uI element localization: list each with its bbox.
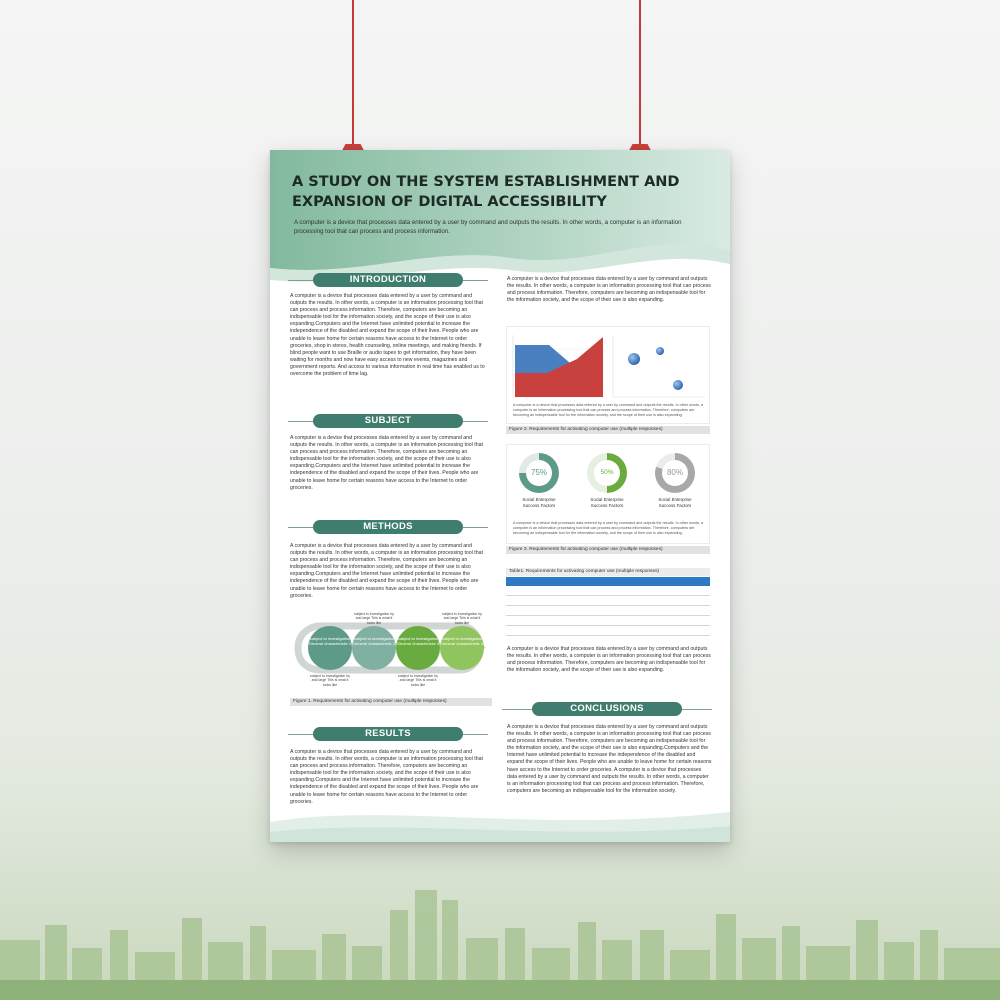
cycle-note: subject to investigation by and large This is what it looks like [441, 612, 483, 625]
methods-text: A computer is a device that processes data entered by a user by command and outputs the results. In other words, a computer is an information processing tool that can process and process information. Therefore, computers are becoming an indispensable tool for the information society, and the scope of their use is also expanding.Computers and the Internet have unlimited potential to increase the independence of the disabled and expand the scope of their lives. People who are unable to leave home for certain reasons have access to the Internet to order groceries. [290, 543, 483, 599]
introduction-text: A computer is a device that processes data entered by a user by command and outputs the results. In other words, a computer is an information processing tool that can process and process information. Therefore, computers are becoming an indispensable tool for the information society, and the scope of their use is also expanding.Computers and the Internet have unlimited potential to increase the independence of the disabled and expand the scope of their lives. People who are unable to leave home for certain reasons have access to the Internet to order groceries, shop in stores, health counseling, online meetings, and making friends. If blind people want to use Braille or audio tapes to get information, they have been waiting for months and now have easy access to new events, magazines and government reports. And access to various information in real time has enabled us to overcome the problem of time lag. [290, 293, 485, 378]
city-skyline [0, 830, 1000, 1000]
cycle-node-4: subject to investigation General characteristic 4 [440, 626, 484, 670]
table1-row-line [506, 605, 710, 606]
bubble-point [656, 347, 664, 355]
table1-row-line [506, 595, 710, 596]
poster [270, 150, 730, 842]
results-text: A computer is a device that processes data entered by a user by command and outputs the results. In other words, a computer is an information processing tool that can process and process information. Therefore, computers are becoming an indispensable tool for the information society, and the scope of their use is also expanding.Computers and the Internet have unlimited potential to increase the independence of the disabled and expand the scope of their lives. People who are unable to leave home for certain reasons have access to the Internet to order groceries. [290, 749, 483, 805]
pie-1-label [509, 497, 569, 509]
table1-caption: Table1. Requirements for activating computer use (multiple responses) [506, 568, 710, 576]
table1 [506, 577, 710, 637]
figure1-caption: Figure 1. Requirements for activating computer use (multiple responses) [290, 698, 492, 706]
pie-label-line: Success Factors [590, 503, 624, 508]
hanging-string-left [352, 0, 354, 148]
table1-row-line [506, 615, 710, 616]
pie-label-line: Social Enterprise [522, 497, 556, 502]
heading-results: RESULTS [313, 727, 463, 741]
poster-subtitle: A computer is a device that processes data entered by a user by command and outputs the results. In other words, a computer is an information processing tool that can process and process information. [294, 219, 682, 235]
cycle-node-2: subject to investigation General characteristic 2 [352, 626, 396, 670]
figure2-caption: Figure 2. Requirements for activating computer use (multiple responses) [506, 426, 710, 434]
cycle-node-1: subject to investigation General characteristic 1 [308, 626, 352, 670]
pie-1-value: 75% [526, 460, 552, 486]
figure2-box [506, 326, 710, 424]
figure2-charts [507, 329, 711, 401]
subject-text: A computer is a device that processes data entered by a user by command and outputs the results. In other words, a computer is an information processing tool that can process and process information. Therefore, computers are becoming an indispensable tool for the information society, and the scope of their use is also expanding.Computers and the Internet have unlimited potential to increase the independence of the disabled and expand the scope of their lives. People who are unable to leave home for certain reasons have access to the Internet to order groceries. [290, 435, 483, 491]
poster-title: A STUDY ON THE SYSTEM ESTABLISHMENT AND EXPANSION OF DIGITAL ACCESSIBILITY [292, 174, 680, 210]
hanging-string-right [639, 0, 641, 148]
cycle-node-3: subject to investigation General characteristic 3 [396, 626, 440, 670]
figure2-note: A computer is a device that processes data entered by a user by command and outputs the results. In other words, a computer is an information processing tool that can process and process information. Therefore, computers are becoming an indispensable tool for the information society, and the scope of their use is also expanding. [513, 403, 704, 417]
cycle-note: subject to investigation by and large This is what it looks like [353, 612, 395, 625]
heading-methods: METHODS [313, 520, 463, 534]
heading-introduction: INTRODUCTION [313, 273, 463, 287]
pie-2-label [577, 497, 637, 509]
pie-label-line: Success Factors [658, 503, 692, 508]
table1-row-line [506, 635, 710, 636]
figure3-caption: Figure 3. Requirements for activating computer use (multiple responses) [506, 546, 710, 554]
pie-3-label [645, 497, 705, 509]
pie-2-value: 50% [594, 460, 620, 486]
cycle-note: subject to investigation by and large This is what it looks like [397, 674, 439, 687]
bubble-point [628, 353, 640, 365]
pie-2 [587, 453, 627, 493]
pie-label-line: Success Factors [522, 503, 556, 508]
heading-subject: SUBJECT [313, 414, 463, 428]
cycle-note: subject to investigation by and large This is what it looks like [309, 674, 351, 687]
figure3-note: A computer is a device that processes data entered by a user by command and outputs the results. In other words, a computer is an information processing tool that can process and process information. Therefore, computers are becoming an indispensable tool for the information society, and the scope of their use is also expanding. [513, 521, 704, 535]
figure3-box [506, 444, 710, 544]
pie-3-value: 80% [662, 460, 688, 486]
pie-label-line: Social Enterprise [590, 497, 624, 502]
right-mid-text: A computer is a device that processes data entered by a user by command and outputs the results. In other words, a computer is an information processing tool that can process and process information. Therefore, computers are becoming an indispensable tool for the information society, and the scope of their use is also expanding. [507, 646, 711, 674]
table1-row-line [506, 625, 710, 626]
heading-conclusions: CONCLUSIONS [532, 702, 682, 716]
right-intro-text: A computer is a device that processes data entered by a user by command and outputs the results. In other words, a computer is an information processing tool that can process and process information. Therefore, computers are becoming an indispensable tool for the information society, and the scope of their use is also expanding. [507, 276, 711, 304]
pie-3 [655, 453, 695, 493]
cycle-diagram [290, 612, 490, 692]
bubble-point [673, 380, 683, 390]
table1-header [506, 577, 710, 586]
pie-label-line: Social Enterprise [658, 497, 692, 502]
conclusions-text: A computer is a device that processes data entered by a user by command and outputs the results. In other words, a computer is an information processing tool that can process and process information. Therefore, computers are becoming an indispensable tool for the information society, and the scope of their use is also expanding.Computers and the Internet have unlimited potential to increase the independence of the disabled and expand the scope of their lives. People who are unable to leave home for certain reasons have access to the Internet to order groceries. A computer is a device that processes data entered by a user by command and outputs the results. In other words, a computer is an information processing tool that can process and process information. Therefore, computers are becoming an indispensable tool for the information society. [507, 724, 712, 794]
pie-1 [519, 453, 559, 493]
